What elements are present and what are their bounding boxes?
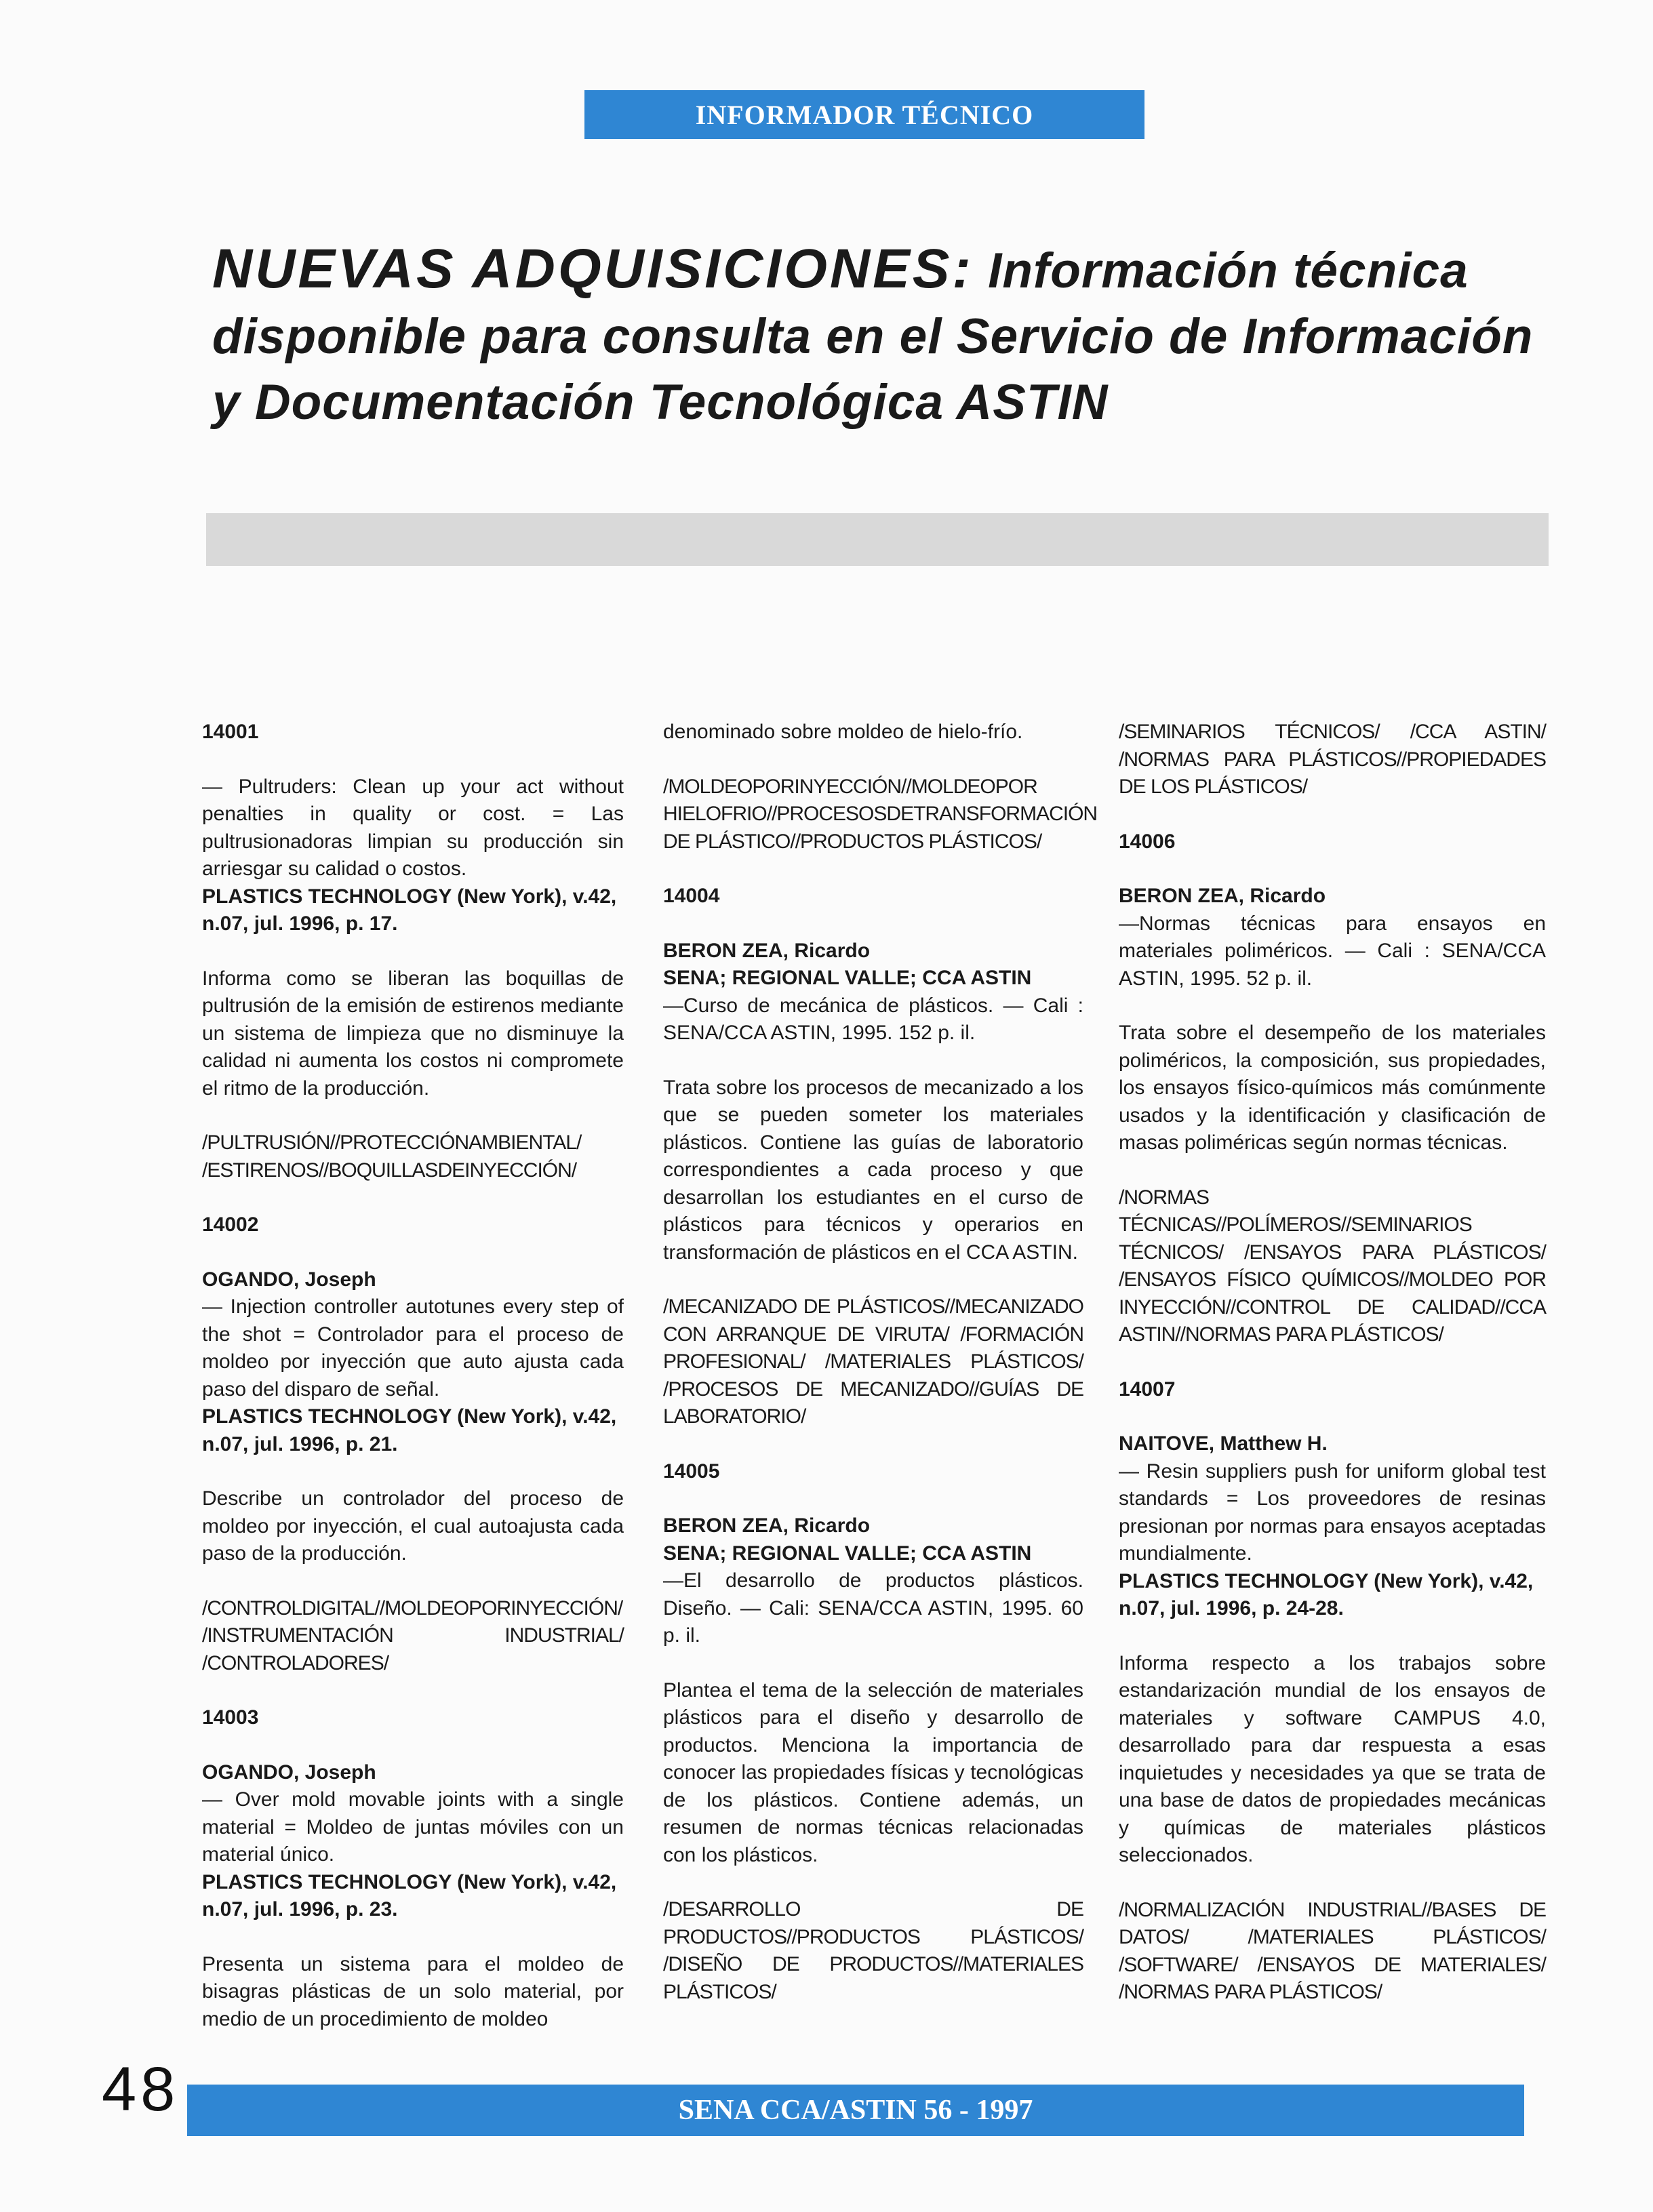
entry-author: OGANDO, Joseph	[202, 1761, 376, 1784]
entry-author: BERON ZEA, Ricardo	[663, 1514, 871, 1537]
entry-source: PLASTICS TECHNOLOGY (New York), v.42, n.07, jul. 1996, p. 23.	[202, 1870, 617, 1921]
footer-bar: SENA CCA/ASTIN 56 - 1997	[187, 2085, 1524, 2136]
entry-id: 14003	[202, 1706, 259, 1729]
entry-id: 14005	[663, 1460, 720, 1483]
entry-id: 14007	[1119, 1378, 1176, 1401]
entry-description: Trata sobre los procesos de mecanizado a los que se pueden someter los materiales plásticos. Contiene las guías de laboratorio correspondientes a cada proceso y que desarrollan los estudiantes en el curso de plásticos para técnicos y operarios en transformación de plásticos en el CCA ASTIN.	[663, 1076, 1083, 1264]
entry-source: PLASTICS TECHNOLOGY (New York), v.42, n.07, jul. 1996, p. 17.	[202, 885, 617, 935]
page-title	[212, 236, 1561, 435]
entry-id: 14002	[202, 1213, 259, 1236]
title-rest: Información técnica disponible para consulta en el Servicio de Información y Documentación Tecnológica ASTIN	[212, 243, 1534, 430]
entry-corporate-author: SENA; REGIONAL VALLE; CCA ASTIN	[663, 1542, 1032, 1565]
entry-keywords: /CONTROLDIGITAL//MOLDEOPORINYECCIÓN/ /INSTRUMENTACIÓN INDUSTRIAL/ /CONTROLADORES/	[202, 1596, 624, 1674]
entry-keywords-continued: /SEMINARIOS TÉCNICOS/ /CCA ASTIN/ /NORMAS PARA PLÁSTICOS//PROPIEDADES DE LOS PLÁSTICOS/	[1119, 721, 1546, 798]
entry-id: 14006	[1119, 830, 1176, 853]
entry-source: PLASTICS TECHNOLOGY (New York), v.42, n.07, jul. 1996, p. 24-28.	[1119, 1569, 1534, 1620]
entry-keywords: /PULTRUSIÓN//PROTECCIÓNAMBIENTAL/ /ESTIRENOS//BOQUILLASDEINYECCIÓN/	[202, 1131, 582, 1182]
entry-title: —El desarrollo de productos plásticos. Diseño. — Cali: SENA/CCA ASTIN, 1995. 60 p. il.	[663, 1569, 1083, 1647]
entry-description: Informa respecto a los trabajos sobre estandarización mundial de los ensayos de materiales y software CAMPUS 4.0, desarrollado para dar respuesta a esas inquietudes y necesidades ya que se trata de una base de datos de propiedades mecánicas y químicas de materiales plásticos seleccionados.	[1119, 1651, 1546, 1866]
section-banner: INFORMADOR TÉCNICO	[584, 90, 1144, 139]
entry-author: NAITOVE, Matthew H.	[1119, 1432, 1328, 1455]
entry-id: 14004	[663, 885, 720, 907]
entry-keywords: /DESARROLLO DE PRODUCTOS//PRODUCTOS PLÁSTICOS/ /DISEÑO DE PRODUCTOS//MATERIALES PLÁSTICOS/	[663, 1898, 1083, 2003]
entry-title: — Injection controller autotunes every step of the shot = Controlador para el proceso de moldeo por inyección que auto ajusta cada paso del disparo de señal.	[202, 1295, 624, 1401]
entry-title: — Pultruders: Clean up your act without penalties in quality or cost. = Las pultrusionadoras limpian su producción sin arriesgar su calidad o costos.	[202, 775, 624, 880]
entry-description-continued: denominado sobre moldeo de hielo-frío.	[663, 721, 1023, 743]
entry-description: Presenta un sistema para el moldeo de bisagras plásticas de un solo material, por medio de un procedimiento de moldeo	[202, 1952, 624, 2030]
column-1	[202, 719, 624, 2033]
entry-corporate-author: SENA; REGIONAL VALLE; CCA ASTIN	[663, 967, 1032, 989]
column-2	[663, 719, 1098, 2006]
entry-description: Describe un controlador del proceso de moldeo por inyección, el cual autoajusta cada paso de la producción.	[202, 1487, 624, 1565]
page-number: 48	[102, 2055, 180, 2124]
column-3	[1119, 719, 1546, 2007]
entry-keywords: /NORMAS TÉCNICAS//POLÍMEROS//SEMINARIOS TÉCNICOS/ /ENSAYOS PARA PLÁSTICOS/ /ENSAYOS FÍSICO QUÍMICOS//MOLDEO POR INYECCIÓN//CONTROL DE CALIDAD//CCA ASTIN//NORMAS PARA PLÁSTICOS/	[1119, 1186, 1546, 1346]
entry-description: Trata sobre el desempeño de los materiales poliméricos, la composición, sus propiedades, los ensayos físico-químicos más comúnmente usados y la identificación y clasificación de masas poliméricas según normas técnicas.	[1119, 1022, 1546, 1154]
entry-keywords: /NORMALIZACIÓN INDUSTRIAL//BASES DE DATOS/ /MATERIALES PLÁSTICOS/ /SOFTWARE/ /ENSAYOS DE MATERIALES/ /NORMAS PARA PLÁSTICOS/	[1119, 1898, 1546, 2003]
entry-keywords: /MECANIZADO DE PLÁSTICOS//MECANIZADO CON ARRANQUE DE VIRUTA/ /FORMACIÓN PROFESIONAL/ /MATERIALES PLÁSTICOS/ /PROCESOS DE MECANIZADO//GUÍAS DE LABORATORIO/	[663, 1295, 1083, 1428]
decorative-band	[206, 513, 1549, 566]
entry-author: OGANDO, Joseph	[202, 1268, 376, 1291]
entry-author: BERON ZEA, Ricardo	[663, 939, 871, 962]
entry-id: 14001	[202, 721, 259, 743]
title-lead: NUEVAS ADQUISICIONES:	[212, 238, 974, 300]
entry-title: — Over mold movable joints with a single material = Moldeo de juntas móviles con un material único.	[202, 1788, 624, 1866]
entry-description: Informa como se liberan las boquillas de pultrusión de la emisión de estirenos mediante un sistema de limpieza que no disminuye la calidad ni aumenta los costos ni compromete el ritmo de la producción.	[202, 967, 624, 1100]
entry-keywords: /MOLDEOPORINYECCIÓN//MOLDEOPOR HIELOFRIO//PROCESOSDETRANSFORMACIÓN DE PLÁSTICO//PRODUCTOS PLÁSTICOS/	[663, 775, 1098, 853]
entry-source: PLASTICS TECHNOLOGY (New York), v.42, n.07, jul. 1996, p. 21.	[202, 1405, 617, 1455]
entry-title: —Normas técnicas para ensayos en materiales poliméricos. — Cali : SENA/CCA ASTIN, 1995. 52 p. il.	[1119, 912, 1546, 990]
entry-title: —Curso de mecánica de plásticos. — Cali : SENA/CCA ASTIN, 1995. 152 p. il.	[663, 994, 1083, 1044]
entry-title: — Resin suppliers push for uniform global test standards = Los proveedores de resinas presionan por normas para ensayos aceptadas mundialmente.	[1119, 1460, 1546, 1565]
entry-description: Plantea el tema de la selección de materiales plásticos para el diseño y desarrollo de productos. Menciona la importancia de conocer las propiedades físicas y tecnológicas de los plásticos. Contiene además, un resumen de normas técnicas relacionadas con los plásticos.	[663, 1678, 1083, 1866]
entry-author: BERON ZEA, Ricardo	[1119, 885, 1326, 907]
